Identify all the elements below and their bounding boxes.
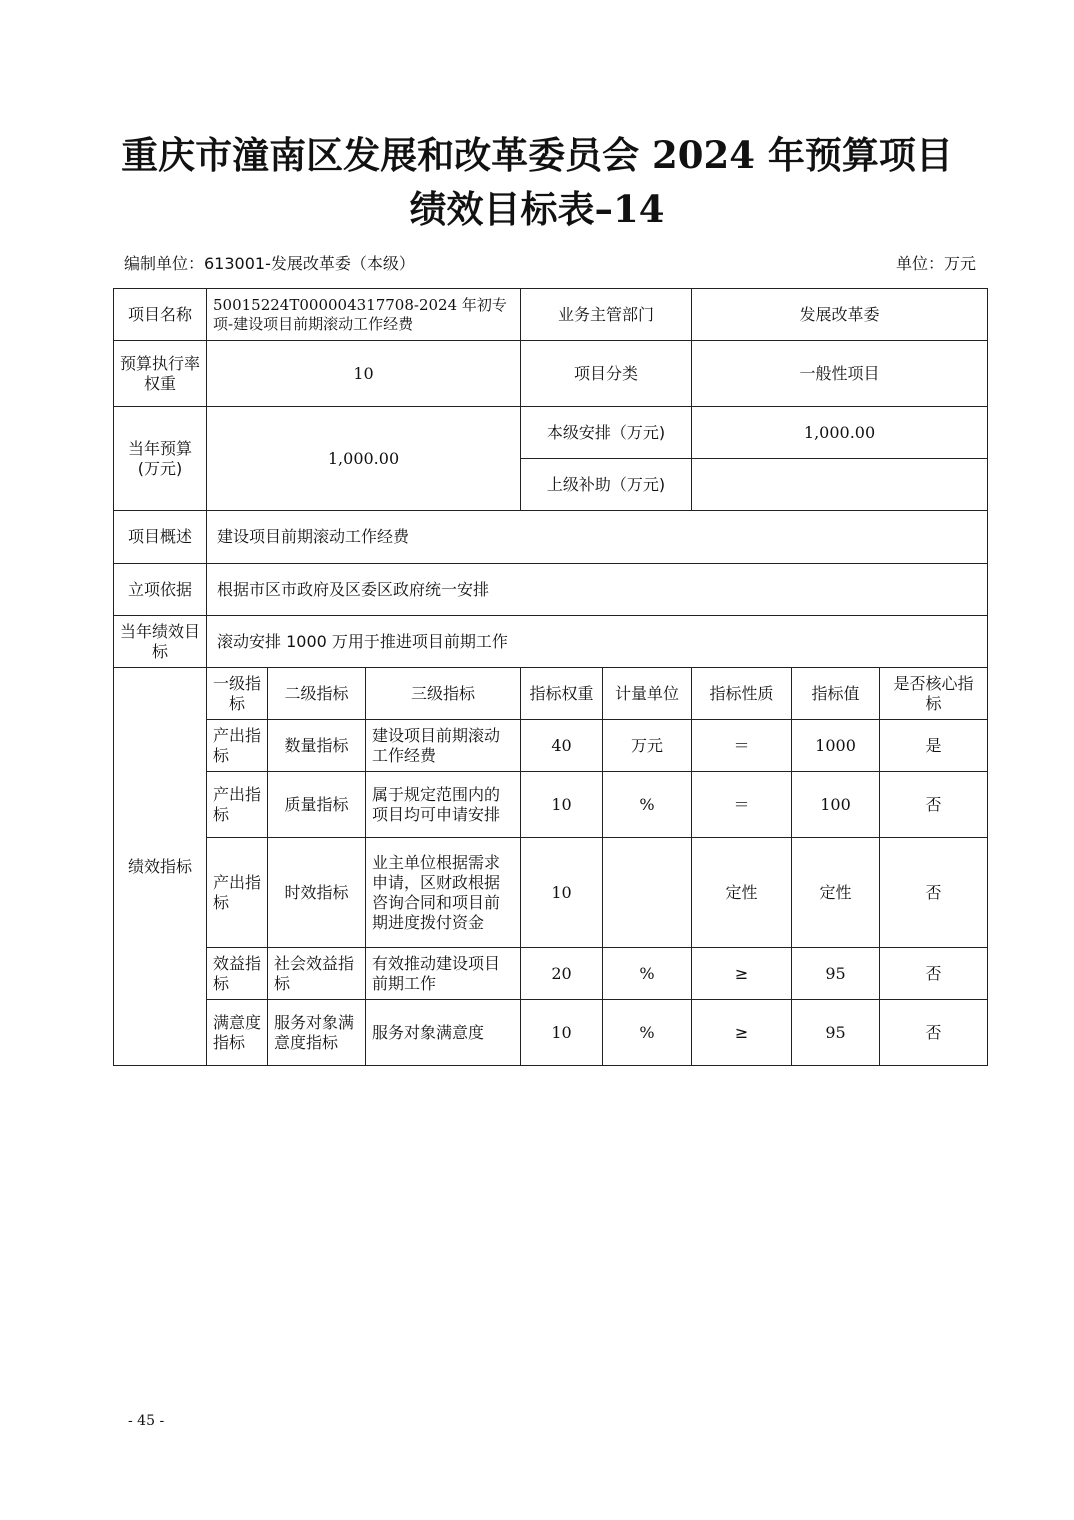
- indicator-l2: 服务对象满意度指标: [268, 1000, 366, 1066]
- indicator-nature: ＝: [692, 720, 792, 772]
- indicator-l1: 产出指标: [207, 720, 268, 772]
- budget-value: 1,000.00: [207, 407, 521, 511]
- indicator-l1: 产出指标: [207, 772, 268, 838]
- indicator-l3: 属于规定范围内的项目均可申请安排: [366, 772, 521, 838]
- indicator-nature: ≥: [692, 1000, 792, 1066]
- header-value: 指标值: [792, 668, 880, 720]
- indicator-unit: %: [603, 772, 692, 838]
- indicator-core: 否: [880, 772, 988, 838]
- indicator-l2: 质量指标: [268, 772, 366, 838]
- indicator-core: 否: [880, 1000, 988, 1066]
- indicator-l1: 满意度指标: [207, 1000, 268, 1066]
- indicator-value: 95: [792, 1000, 880, 1066]
- weight-label: 预算执行率权重: [114, 341, 207, 407]
- project-name-label: 项目名称: [114, 289, 207, 341]
- local-value: 1,000.00: [692, 407, 988, 459]
- indicator-core: 否: [880, 948, 988, 1000]
- local-label: 本级安排（万元): [521, 407, 692, 459]
- table-row: [114, 772, 988, 838]
- header-l3: 三级指标: [366, 668, 521, 720]
- indicator-nature: 定性: [692, 838, 792, 948]
- indicator-weight: 10: [521, 1000, 603, 1066]
- document-title: [0, 128, 1074, 236]
- indicator-core: 否: [880, 838, 988, 948]
- performance-table: [113, 288, 988, 1066]
- overview-label: 项目概述: [114, 511, 207, 564]
- perf-label: 绩效指标: [114, 668, 207, 1066]
- indicator-l2: 数量指标: [268, 720, 366, 772]
- indicator-l2: 时效指标: [268, 838, 366, 948]
- indicator-unit: %: [603, 1000, 692, 1066]
- weight-value: 10: [207, 341, 521, 407]
- indicator-weight: 40: [521, 720, 603, 772]
- table-row: [114, 720, 988, 772]
- indicator-l1: 产出指标: [207, 838, 268, 948]
- dept-label: 业务主管部门: [521, 289, 692, 341]
- indicator-weight: 10: [521, 838, 603, 948]
- goal-value: 滚动安排 1000 万用于推进项目前期工作: [207, 616, 988, 668]
- indicator-l3: 服务对象满意度: [366, 1000, 521, 1066]
- header-nature: 指标性质: [692, 668, 792, 720]
- table-row: [114, 838, 988, 948]
- header-l2: 二级指标: [268, 668, 366, 720]
- indicator-unit: 万元: [603, 720, 692, 772]
- indicator-value: 100: [792, 772, 880, 838]
- upper-value: [692, 459, 988, 511]
- indicator-l3: 建设项目前期滚动工作经费: [366, 720, 521, 772]
- upper-label: 上级补助（万元): [521, 459, 692, 511]
- header-unit: 计量单位: [603, 668, 692, 720]
- indicator-value: 95: [792, 948, 880, 1000]
- title-line-1: 重庆市潼南区发展和改革委员会 2024 年预算项目: [121, 133, 953, 177]
- header-core: 是否核心指标: [880, 668, 988, 720]
- indicator-weight: 10: [521, 772, 603, 838]
- category-label: 项目分类: [521, 341, 692, 407]
- header-weight: 指标权重: [521, 668, 603, 720]
- indicator-l1: 效益指标: [207, 948, 268, 1000]
- dept-value: 发展改革委: [692, 289, 988, 341]
- header-l1: 一级指标: [207, 668, 268, 720]
- indicator-unit: %: [603, 948, 692, 1000]
- indicator-l2: 社会效益指标: [268, 948, 366, 1000]
- indicator-weight: 20: [521, 948, 603, 1000]
- budget-label: 当年预算(万元): [114, 407, 207, 511]
- goal-label: 当年绩效目标: [114, 616, 207, 668]
- indicator-l3: 业主单位根据需求申请，区财政根据咨询合同和项目前期进度拨付资金: [366, 838, 521, 948]
- overview-value: 建设项目前期滚动工作经费: [207, 511, 988, 564]
- table-row: [114, 948, 988, 1000]
- indicator-nature: ＝: [692, 772, 792, 838]
- indicator-unit: [603, 838, 692, 948]
- title-line-2: 绩效目标表–14: [409, 187, 665, 231]
- project-name-value: 50015224T000004317708-2024 年初专项-建设项目前期滚动工作经费: [207, 289, 521, 341]
- category-value: 一般性项目: [692, 341, 988, 407]
- table-row: [114, 1000, 988, 1066]
- indicator-core: 是: [880, 720, 988, 772]
- indicator-l3: 有效推动建设项目前期工作: [366, 948, 521, 1000]
- indicator-value: 1000: [792, 720, 880, 772]
- page-number: - 45 -: [128, 1413, 165, 1429]
- indicator-value: 定性: [792, 838, 880, 948]
- basis-label: 立项依据: [114, 564, 207, 616]
- indicator-nature: ≥: [692, 948, 792, 1000]
- org-label: 编制单位：613001-发展改革委（本级）: [124, 254, 415, 273]
- basis-value: 根据市区市政府及区委区政府统一安排: [207, 564, 988, 616]
- unit-label: 单位：万元: [895, 254, 976, 273]
